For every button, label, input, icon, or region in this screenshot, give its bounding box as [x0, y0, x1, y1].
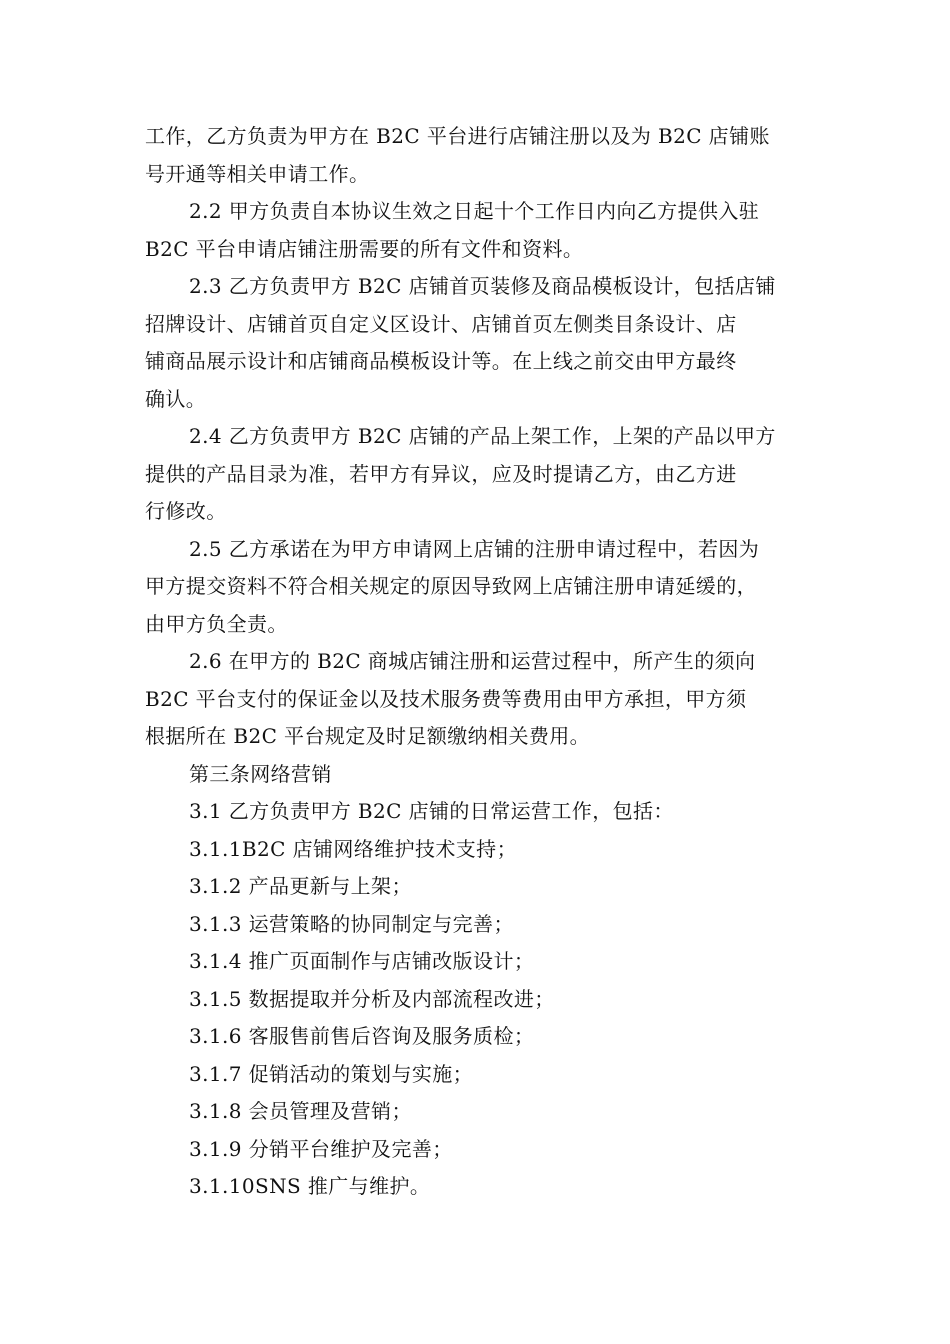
list-item-3-1-2: [145, 868, 825, 906]
list-item-3-1-6: [145, 1018, 825, 1056]
text-line: 根据所在 B2C 平台规定及时足额缴纳相关费用。: [145, 724, 591, 748]
text-line: 3.1.1B2C 店铺网络维护技术支持；: [189, 836, 517, 861]
list-item-3-1-1: [145, 831, 825, 869]
paragraph-continuation: [145, 118, 825, 193]
list-item-3-1-8: [145, 1093, 825, 1131]
paragraph-2-5: [145, 531, 825, 644]
text-line: 3.1.10SNS 推广与维护。: [189, 1174, 431, 1198]
text-line: 工作，乙方负责为甲方在 B2C 平台进行店铺注册以及为 B2C 店铺账: [145, 124, 770, 148]
text-line: 3.1.5 数据提取并分析及内部流程改进；: [189, 986, 555, 1011]
text-line: 提供的产品目录为准，若甲方有异议，应及时提请乙方，由乙方进: [145, 461, 737, 486]
list-item-3-1-3: [145, 906, 825, 944]
text-line: 由甲方负全责。: [145, 611, 288, 636]
text-line: 2.3 乙方负责甲方 B2C 店铺首页装修及商品模板设计，包括店铺: [189, 274, 776, 298]
paragraph-2-3: [145, 268, 825, 418]
text-line: 3.1.3 运营策略的协同制定与完善；: [189, 911, 514, 936]
text-line: 3.1.7 促销活动的策划与实施；: [189, 1061, 474, 1086]
list-item-3-1-10: [145, 1168, 825, 1206]
text-line: 3.1.4 推广页面制作与店铺改版设计；: [189, 949, 535, 973]
text-line: 2.6 在甲方的 B2C 商城店铺注册和运营过程中，所产生的须向: [189, 649, 756, 673]
text-line: 2.4 乙方负责甲方 B2C 店铺的产品上架工作，上架的产品以甲方: [189, 424, 776, 448]
paragraph-2-4: [145, 418, 825, 531]
list-item-3-1-5: [145, 981, 825, 1019]
text-line: B2C 平台支付的保证金以及技术服务费等费用由甲方承担，甲方须: [145, 686, 747, 711]
text-line: 3.1.9 分销平台维护及完善；: [189, 1136, 453, 1161]
text-line: 2.2 甲方负责自本协议生效之日起十个工作日内向乙方提供入驻: [189, 199, 760, 223]
text-line: B2C 平台申请店铺注册需要的所有文件和资料。: [145, 236, 584, 261]
text-line: 铺商品展示设计和店铺商品模板设计等。在上线之前交由甲方最终: [145, 349, 737, 373]
list-item-3-1-7: [145, 1056, 825, 1094]
text-line: 3.1.8 会员管理及营销；: [189, 1099, 412, 1123]
text-line: 2.5 乙方承诺在为甲方申请网上店铺的注册申请过程中，若因为: [189, 536, 760, 561]
section-heading-3: [145, 756, 825, 794]
text-line: 3.1.6 客服售前售后咨询及服务质检；: [189, 1024, 535, 1048]
text-line: 号开通等相关申请工作。: [145, 161, 370, 186]
text-line: 甲方提交资料不符合相关规定的原因导致网上店铺注册申请延缓的，: [145, 574, 757, 598]
text-line: 3.1.2 产品更新与上架；: [189, 874, 412, 898]
paragraph-2-2: [145, 193, 825, 268]
paragraph-3-1: [145, 793, 825, 831]
list-item-3-1-9: [145, 1131, 825, 1169]
text-line: 行修改。: [145, 499, 227, 523]
document-body: [145, 118, 825, 1206]
text-line: 第三条网络营销: [189, 761, 332, 786]
paragraph-2-6: [145, 643, 825, 756]
text-line: 3.1 乙方负责甲方 B2C 店铺的日常运营工作，包括：: [189, 799, 674, 823]
text-line: 招牌设计、店铺首页自定义区设计、店铺首页左侧类目条设计、店: [145, 311, 737, 336]
list-item-3-1-4: [145, 943, 825, 981]
text-line: 确认。: [145, 386, 207, 411]
